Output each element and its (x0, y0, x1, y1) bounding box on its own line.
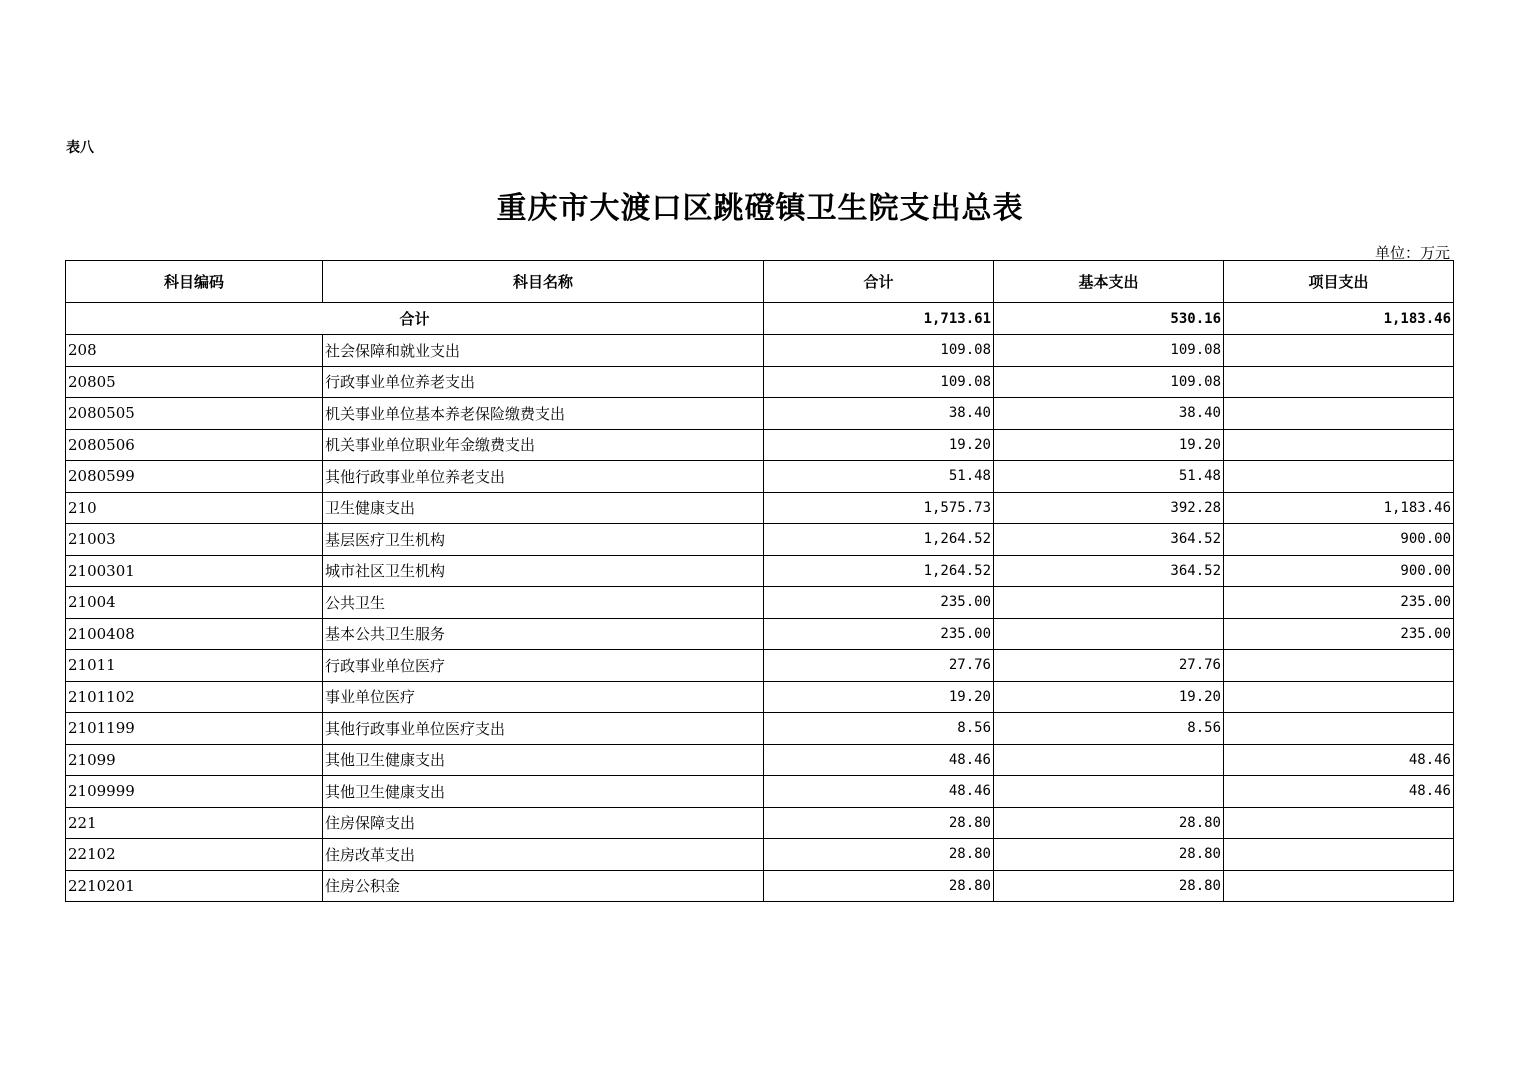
row-name: 基本公共卫生服务 (323, 618, 764, 650)
total-amount: 1,713.61 (764, 303, 994, 335)
table-row (66, 335, 1454, 367)
row-code: 2210201 (66, 870, 323, 902)
row-name: 其他行政事业单位医疗支出 (323, 713, 764, 745)
header-row (66, 261, 1454, 303)
row-total: 28.80 (764, 870, 994, 902)
row-project (1224, 870, 1454, 902)
table-row (66, 870, 1454, 902)
row-name: 其他卫生健康支出 (323, 776, 764, 808)
row-basic: 38.40 (994, 398, 1224, 430)
row-project (1224, 366, 1454, 398)
row-project (1224, 461, 1454, 493)
table-row (66, 650, 1454, 682)
row-name: 机关事业单位基本养老保险缴费支出 (323, 398, 764, 430)
table-row (66, 587, 1454, 619)
row-code: 2100301 (66, 555, 323, 587)
row-project (1224, 335, 1454, 367)
row-total: 28.80 (764, 807, 994, 839)
row-total: 235.00 (764, 587, 994, 619)
row-basic (994, 587, 1224, 619)
row-basic: 51.48 (994, 461, 1224, 493)
row-project: 48.46 (1224, 744, 1454, 776)
row-code: 21099 (66, 744, 323, 776)
row-name: 住房公积金 (323, 870, 764, 902)
row-basic: 109.08 (994, 366, 1224, 398)
row-code: 221 (66, 807, 323, 839)
header-name: 科目名称 (323, 261, 764, 303)
total-row (66, 303, 1454, 335)
row-total: 28.80 (764, 839, 994, 871)
header-project: 项目支出 (1224, 261, 1454, 303)
table-row (66, 713, 1454, 745)
row-name: 公共卫生 (323, 587, 764, 619)
table-row (66, 839, 1454, 871)
row-project: 48.46 (1224, 776, 1454, 808)
row-basic: 19.20 (994, 429, 1224, 461)
row-project: 235.00 (1224, 618, 1454, 650)
row-code: 2080506 (66, 429, 323, 461)
row-name: 其他行政事业单位养老支出 (323, 461, 764, 493)
table-row (66, 807, 1454, 839)
row-basic: 28.80 (994, 839, 1224, 871)
row-project: 900.00 (1224, 524, 1454, 556)
row-name: 卫生健康支出 (323, 492, 764, 524)
expense-table (65, 260, 1454, 902)
row-name: 住房保障支出 (323, 807, 764, 839)
row-project (1224, 650, 1454, 682)
row-basic: 8.56 (994, 713, 1224, 745)
row-code: 20805 (66, 366, 323, 398)
row-total: 8.56 (764, 713, 994, 745)
unit-label: 单位：万元 (1374, 244, 1450, 262)
row-name: 事业单位医疗 (323, 681, 764, 713)
page-title: 重庆市大渡口区跳磴镇卫生院支出总表 (496, 191, 1024, 226)
table-row (66, 366, 1454, 398)
row-basic: 109.08 (994, 335, 1224, 367)
row-basic: 27.76 (994, 650, 1224, 682)
row-basic (994, 744, 1224, 776)
header-code: 科目编码 (66, 261, 323, 303)
row-code: 210 (66, 492, 323, 524)
row-name: 机关事业单位职业年金缴费支出 (323, 429, 764, 461)
row-total: 235.00 (764, 618, 994, 650)
row-total: 38.40 (764, 398, 994, 430)
row-code: 2080505 (66, 398, 323, 430)
row-total: 1,264.52 (764, 555, 994, 587)
row-code: 21004 (66, 587, 323, 619)
row-name: 住房改革支出 (323, 839, 764, 871)
row-basic: 364.52 (994, 524, 1224, 556)
row-total: 19.20 (764, 681, 994, 713)
row-name: 行政事业单位医疗 (323, 650, 764, 682)
table-row (66, 398, 1454, 430)
total-basic: 530.16 (994, 303, 1224, 335)
row-total: 27.76 (764, 650, 994, 682)
row-project: 235.00 (1224, 587, 1454, 619)
header-basic: 基本支出 (994, 261, 1224, 303)
row-basic: 28.80 (994, 870, 1224, 902)
row-name: 社会保障和就业支出 (323, 335, 764, 367)
row-name: 行政事业单位养老支出 (323, 366, 764, 398)
row-project: 900.00 (1224, 555, 1454, 587)
row-code: 2101199 (66, 713, 323, 745)
row-basic (994, 776, 1224, 808)
table-row (66, 461, 1454, 493)
row-code: 2109999 (66, 776, 323, 808)
row-project (1224, 839, 1454, 871)
row-name: 其他卫生健康支出 (323, 744, 764, 776)
row-basic: 364.52 (994, 555, 1224, 587)
table-row (66, 744, 1454, 776)
row-total: 1,264.52 (764, 524, 994, 556)
row-basic: 19.20 (994, 681, 1224, 713)
row-name: 城市社区卫生机构 (323, 555, 764, 587)
total-label: 合计 (66, 303, 764, 335)
table-row (66, 429, 1454, 461)
table-row (66, 776, 1454, 808)
row-basic: 28.80 (994, 807, 1224, 839)
row-total: 48.46 (764, 744, 994, 776)
row-total: 19.20 (764, 429, 994, 461)
row-total: 109.08 (764, 335, 994, 367)
row-code: 2100408 (66, 618, 323, 650)
row-name: 基层医疗卫生机构 (323, 524, 764, 556)
row-total: 109.08 (764, 366, 994, 398)
row-code: 2101102 (66, 681, 323, 713)
row-project (1224, 429, 1454, 461)
table-row (66, 681, 1454, 713)
row-basic (994, 618, 1224, 650)
table-row (66, 555, 1454, 587)
row-code: 21003 (66, 524, 323, 556)
row-project (1224, 713, 1454, 745)
row-code: 22102 (66, 839, 323, 871)
row-code: 2080599 (66, 461, 323, 493)
table-row (66, 524, 1454, 556)
row-code: 208 (66, 335, 323, 367)
header-total: 合计 (764, 261, 994, 303)
row-project (1224, 398, 1454, 430)
table-label: 表八 (66, 140, 94, 156)
row-total: 51.48 (764, 461, 994, 493)
row-project: 1,183.46 (1224, 492, 1454, 524)
table-row (66, 492, 1454, 524)
row-total: 48.46 (764, 776, 994, 808)
table-row (66, 618, 1454, 650)
total-project: 1,183.46 (1224, 303, 1454, 335)
row-total: 1,575.73 (764, 492, 994, 524)
row-code: 21011 (66, 650, 323, 682)
row-basic: 392.28 (994, 492, 1224, 524)
row-project (1224, 807, 1454, 839)
row-project (1224, 681, 1454, 713)
